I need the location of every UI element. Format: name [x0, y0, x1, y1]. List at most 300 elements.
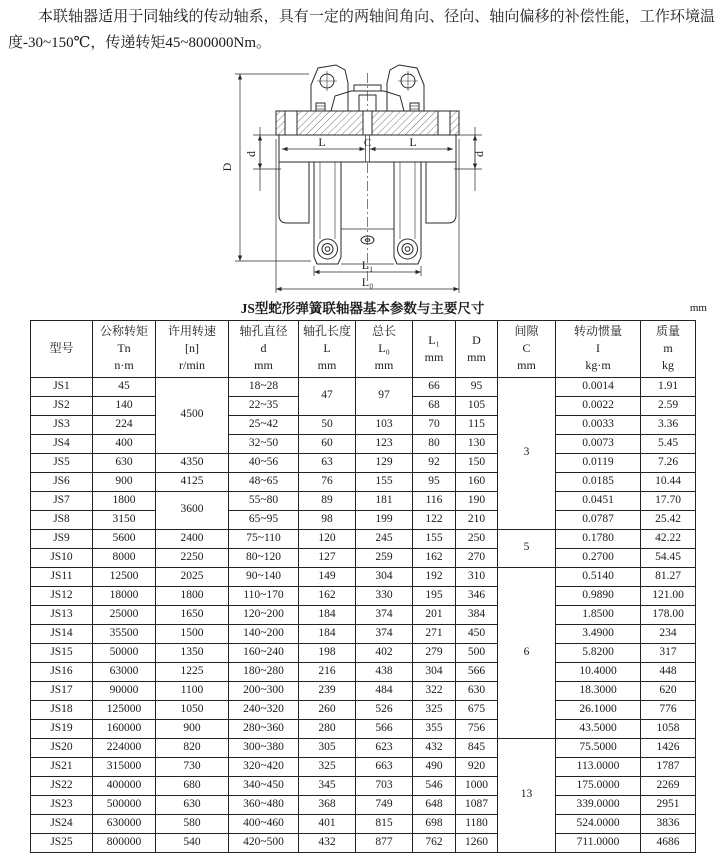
table-cell: 1.8500	[556, 605, 641, 624]
table-cell: 200~300	[229, 681, 299, 700]
table-cell: 97	[356, 377, 413, 415]
table-cell: 4350	[156, 453, 229, 472]
column-header	[498, 320, 556, 377]
document-page	[0, 5, 725, 857]
table-cell: 1.91	[641, 377, 696, 396]
table-cell: 630	[156, 795, 229, 814]
table-cell: 89	[299, 491, 356, 510]
table-cell: 500	[456, 643, 498, 662]
table-cell: 1058	[641, 719, 696, 738]
table-cell: 18.3000	[556, 681, 641, 700]
column-header-line: kg·m	[585, 357, 611, 372]
table-cell: 160000	[93, 719, 156, 738]
table-cell: JS11	[31, 567, 93, 586]
coupling-drawing-svg	[219, 59, 519, 297]
table-cell: 0.0451	[556, 491, 641, 510]
table-cell: 920	[456, 757, 498, 776]
table-cell: 339.0000	[556, 795, 641, 814]
table-cell: 762	[413, 833, 456, 852]
column-header-line: L₀	[378, 341, 390, 356]
table-cell: 95	[413, 472, 456, 491]
table-cell: JS8	[31, 510, 93, 529]
table-cell: 310	[456, 567, 498, 586]
table-cell: 115	[456, 415, 498, 434]
table-cell: 448	[641, 662, 696, 681]
column-header-line: mm	[254, 357, 273, 372]
table-cell: 711.0000	[556, 833, 641, 852]
coupling-drawing	[219, 59, 519, 297]
table-cell: JS4	[31, 434, 93, 453]
table-cell: 355	[413, 719, 456, 738]
dim-label-d-left: d	[244, 150, 258, 157]
table-cell: 210	[456, 510, 498, 529]
table-cell: 270	[456, 548, 498, 567]
table-cell: 0.5140	[556, 567, 641, 586]
table-cell: JS1	[31, 377, 93, 396]
table-cell: 224	[93, 415, 156, 434]
table-cell: 877	[356, 833, 413, 852]
table-row	[31, 624, 696, 643]
table-cell: 0.0033	[556, 415, 641, 434]
dim-label-L-left: L	[318, 134, 326, 149]
table-cell: 0.0014	[556, 377, 641, 396]
table-cell: JS17	[31, 681, 93, 700]
table-row	[31, 434, 696, 453]
table-cell: 1800	[93, 491, 156, 510]
table-row	[31, 605, 696, 624]
table-cell: 0.2700	[556, 548, 641, 567]
table-cell: 524.0000	[556, 814, 641, 833]
table-cell: 820	[156, 738, 229, 757]
table-cell: 703	[356, 776, 413, 795]
table-cell: 5	[498, 529, 556, 567]
column-header-line: 公称转矩	[99, 324, 148, 339]
table-cell: 120~200	[229, 605, 299, 624]
table-row	[31, 757, 696, 776]
table-cell: 566	[456, 662, 498, 681]
table-cell: 384	[456, 605, 498, 624]
table-cell: 95	[456, 377, 498, 396]
column-header-line: [n]	[185, 341, 199, 356]
table-title: JS型蛇形弹簧联轴器基本参数与主要尺寸	[240, 300, 485, 316]
table-cell: 245	[356, 529, 413, 548]
dim-label-L0: L₀	[361, 274, 374, 289]
table-cell: 175.0000	[556, 776, 641, 795]
table-cell: 3.4900	[556, 624, 641, 643]
table-cell: 90~140	[229, 567, 299, 586]
table-cell: JS7	[31, 491, 93, 510]
column-header-line: 型号	[49, 341, 74, 356]
table-cell: 304	[356, 567, 413, 586]
table-cell: 129	[356, 453, 413, 472]
table-cell: 800000	[93, 833, 156, 852]
table-cell: 0.0022	[556, 396, 641, 415]
table-cell: 1787	[641, 757, 696, 776]
table-cell: 1650	[156, 605, 229, 624]
table-cell: 271	[413, 624, 456, 643]
table-cell: 540	[156, 833, 229, 852]
table-cell: 25~42	[229, 415, 299, 434]
table-cell: 198	[299, 643, 356, 662]
table-cell: 2951	[641, 795, 696, 814]
table-row	[31, 719, 696, 738]
table-cell: 10.4000	[556, 662, 641, 681]
table-cell: JS6	[31, 472, 93, 491]
table-cell: 103	[356, 415, 413, 434]
dim-label-d-right: d	[472, 150, 486, 157]
column-header	[156, 320, 229, 377]
table-cell: 0.0185	[556, 472, 641, 491]
table-cell: 1426	[641, 738, 696, 757]
table-cell: 184	[299, 605, 356, 624]
table-cell: 1050	[156, 700, 229, 719]
column-header	[456, 320, 498, 377]
table-row	[31, 795, 696, 814]
table-cell: JS14	[31, 624, 93, 643]
table-cell: 5.8200	[556, 643, 641, 662]
dim-label-C: C	[363, 136, 372, 149]
table-cell: 10.44	[641, 472, 696, 491]
table-cell: 401	[299, 814, 356, 833]
table-cell: 4500	[156, 377, 229, 453]
table-cell: JS18	[31, 700, 93, 719]
column-header-line: mm	[374, 357, 394, 372]
column-header-line: 轴孔长度	[302, 324, 351, 339]
table-cell: 305	[299, 738, 356, 757]
table-cell: 648	[413, 795, 456, 814]
table-cell: 368	[299, 795, 356, 814]
table-cell: 776	[641, 700, 696, 719]
table-cell: 50000	[93, 643, 156, 662]
table-cell: 17.70	[641, 491, 696, 510]
table-cell: 25.42	[641, 510, 696, 529]
table-cell: 630	[93, 453, 156, 472]
column-header-line: mm	[424, 349, 444, 364]
table-cell: 279	[413, 643, 456, 662]
table-cell: 815	[356, 814, 413, 833]
table-cell: 756	[456, 719, 498, 738]
table-cell: 105	[456, 396, 498, 415]
column-header	[356, 320, 413, 377]
table-cell: 0.0787	[556, 510, 641, 529]
table-cell: 900	[156, 719, 229, 738]
table-cell: 1180	[456, 814, 498, 833]
table-cell: 12500	[93, 567, 156, 586]
table-cell: 730	[156, 757, 229, 776]
table-cell: JS20	[31, 738, 93, 757]
column-header-line: Tn	[117, 341, 131, 356]
table-cell: JS10	[31, 548, 93, 567]
table-cell: 4686	[641, 833, 696, 852]
table-cell: 140~200	[229, 624, 299, 643]
table-cell: 2.59	[641, 396, 696, 415]
column-header-line: m	[663, 341, 673, 356]
table-cell: 216	[299, 662, 356, 681]
table-cell: 48~65	[229, 472, 299, 491]
table-cell: 113.0000	[556, 757, 641, 776]
column-header-line: 总长	[371, 324, 396, 339]
table-cell: 3.36	[641, 415, 696, 434]
table-cell: 125000	[93, 700, 156, 719]
table-cell: 7.26	[641, 453, 696, 472]
table-cell: 199	[356, 510, 413, 529]
table-cell: JS21	[31, 757, 93, 776]
table-cell: 346	[456, 586, 498, 605]
table-cell: 22~35	[229, 396, 299, 415]
table-cell: 315000	[93, 757, 156, 776]
table-cell: 70	[413, 415, 456, 434]
table-cell: 155	[356, 472, 413, 491]
table-cell: 123	[356, 434, 413, 453]
table-cell: 259	[356, 548, 413, 567]
table-cell: 400000	[93, 776, 156, 795]
table-cell: 65~95	[229, 510, 299, 529]
table-cell: 76	[299, 472, 356, 491]
table-cell: JS12	[31, 586, 93, 605]
column-header	[93, 320, 156, 377]
table-cell: 438	[356, 662, 413, 681]
table-cell: 432	[299, 833, 356, 852]
table-cell: 340~450	[229, 776, 299, 795]
table-row	[31, 643, 696, 662]
table-cell: 180~280	[229, 662, 299, 681]
table-cell: 121.00	[641, 586, 696, 605]
table-cell: 224000	[93, 738, 156, 757]
spec-table-head	[31, 320, 696, 377]
table-cell: 239	[299, 681, 356, 700]
table-cell: JS9	[31, 529, 93, 548]
table-cell: 195	[413, 586, 456, 605]
column-header	[641, 320, 696, 377]
table-cell: 63000	[93, 662, 156, 681]
table-cell: 420~500	[229, 833, 299, 852]
table-cell: 75.5000	[556, 738, 641, 757]
table-row	[31, 453, 696, 472]
table-cell: 50	[299, 415, 356, 434]
table-cell: 43.5000	[556, 719, 641, 738]
table-cell: 250	[456, 529, 498, 548]
table-cell: 1000	[456, 776, 498, 795]
table-cell: JS22	[31, 776, 93, 795]
table-cell: 526	[356, 700, 413, 719]
column-header-line: 转动惯量	[573, 324, 622, 339]
table-cell: 680	[156, 776, 229, 795]
table-cell: 5.45	[641, 434, 696, 453]
table-unit-label: mm	[689, 301, 707, 314]
table-cell: 580	[156, 814, 229, 833]
table-cell: 26.1000	[556, 700, 641, 719]
table-cell: 130	[456, 434, 498, 453]
table-cell: 2400	[156, 529, 229, 548]
table-cell: 120	[299, 529, 356, 548]
table-title-row	[0, 300, 725, 317]
table-cell: 63	[299, 453, 356, 472]
table-cell: 122	[413, 510, 456, 529]
table-row	[31, 814, 696, 833]
table-cell: 630	[456, 681, 498, 700]
table-cell: 68	[413, 396, 456, 415]
column-header-line: kg	[662, 357, 674, 372]
table-cell: 1100	[156, 681, 229, 700]
table-cell: 374	[356, 605, 413, 624]
table-cell: 54.45	[641, 548, 696, 567]
table-cell: 181	[356, 491, 413, 510]
table-cell: 0.0073	[556, 434, 641, 453]
table-cell: 110~170	[229, 586, 299, 605]
table-cell: 900	[93, 472, 156, 491]
table-cell: 1800	[156, 586, 229, 605]
table-row	[31, 681, 696, 700]
table-cell: 400~460	[229, 814, 299, 833]
table-cell: 402	[356, 643, 413, 662]
table-cell: 45	[93, 377, 156, 396]
table-cell: 280	[299, 719, 356, 738]
table-cell: 18~28	[229, 377, 299, 396]
table-cell: 500000	[93, 795, 156, 814]
table-cell: 80~120	[229, 548, 299, 567]
table-cell: JS24	[31, 814, 93, 833]
table-row	[31, 529, 696, 548]
table-cell: 432	[413, 738, 456, 757]
table-cell: 92	[413, 453, 456, 472]
table-cell: JS19	[31, 719, 93, 738]
table-cell: 620	[641, 681, 696, 700]
table-cell: 325	[299, 757, 356, 776]
table-cell: 190	[456, 491, 498, 510]
table-cell: JS23	[31, 795, 93, 814]
column-header-line: D	[472, 332, 481, 347]
table-cell: 330	[356, 586, 413, 605]
table-cell: 81.27	[641, 567, 696, 586]
table-cell: JS25	[31, 833, 93, 852]
dim-label-L-right: L	[409, 134, 417, 149]
spec-table	[30, 320, 696, 853]
header-row	[31, 320, 696, 377]
table-cell: 178.00	[641, 605, 696, 624]
column-header-line: I	[596, 341, 600, 356]
table-cell: JS5	[31, 453, 93, 472]
table-cell: 0.0119	[556, 453, 641, 472]
table-cell: 35500	[93, 624, 156, 643]
table-cell: 162	[299, 586, 356, 605]
column-header	[31, 320, 93, 377]
table-cell: 1500	[156, 624, 229, 643]
table-cell: 192	[413, 567, 456, 586]
table-cell: 3150	[93, 510, 156, 529]
table-cell: 160	[456, 472, 498, 491]
column-header-line: r/min	[179, 357, 205, 372]
table-row	[31, 833, 696, 852]
table-cell: 66	[413, 377, 456, 396]
column-header-line: L₁	[428, 332, 440, 347]
column-header-line: 质量	[655, 324, 680, 339]
column-header-line: 间隙	[514, 324, 539, 339]
table-cell: 1087	[456, 795, 498, 814]
table-cell: JS15	[31, 643, 93, 662]
table-cell: 47	[299, 377, 356, 415]
table-cell: 240~320	[229, 700, 299, 719]
table-cell: 8000	[93, 548, 156, 567]
table-cell: 484	[356, 681, 413, 700]
table-cell: 127	[299, 548, 356, 567]
table-cell: 18000	[93, 586, 156, 605]
table-row	[31, 491, 696, 510]
table-row	[31, 415, 696, 434]
table-cell: 25000	[93, 605, 156, 624]
table-cell: 630000	[93, 814, 156, 833]
spec-table-body	[31, 377, 696, 852]
table-cell: 4125	[156, 472, 229, 491]
table-cell: 320~420	[229, 757, 299, 776]
column-header	[299, 320, 356, 377]
table-cell: 6	[498, 567, 556, 738]
table-cell: 749	[356, 795, 413, 814]
table-cell: 90000	[93, 681, 156, 700]
table-row	[31, 567, 696, 586]
column-header-line: mm	[317, 357, 337, 372]
column-header-line: 轴孔直径	[239, 324, 288, 339]
table-row	[31, 776, 696, 795]
table-cell: 450	[456, 624, 498, 643]
table-row	[31, 548, 696, 567]
table-cell: 1260	[456, 833, 498, 852]
table-cell: 3	[498, 377, 556, 529]
table-row	[31, 377, 696, 396]
table-cell: 566	[356, 719, 413, 738]
table-cell: 13	[498, 738, 556, 852]
table-cell: 42.22	[641, 529, 696, 548]
table-row	[31, 510, 696, 529]
table-cell: 80	[413, 434, 456, 453]
table-cell: 60	[299, 434, 356, 453]
table-cell: 623	[356, 738, 413, 757]
column-header	[556, 320, 641, 377]
table-row	[31, 738, 696, 757]
table-cell: 184	[299, 624, 356, 643]
table-cell: 0.9890	[556, 586, 641, 605]
table-cell: 1225	[156, 662, 229, 681]
table-cell: 374	[356, 624, 413, 643]
table-cell: JS2	[31, 396, 93, 415]
table-cell: 150	[456, 453, 498, 472]
table-cell: 3836	[641, 814, 696, 833]
table-cell: 149	[299, 567, 356, 586]
column-header-line: mm	[517, 357, 536, 372]
table-cell: 160~240	[229, 643, 299, 662]
column-header-line: mm	[467, 349, 486, 364]
table-cell: 845	[456, 738, 498, 757]
table-cell: 2269	[641, 776, 696, 795]
table-cell: 2025	[156, 567, 229, 586]
dim-label-D: D	[220, 162, 234, 171]
table-cell: 300~380	[229, 738, 299, 757]
table-cell: JS3	[31, 415, 93, 434]
table-cell: 317	[641, 643, 696, 662]
table-cell: 675	[456, 700, 498, 719]
intro-paragraph: 本联轴器适用于同轴线的传动轴系，具有一定的两轴间角向、径向、轴向偏移的补偿性能，工作环境温度-30~150℃，传递转矩45~800000Nm。	[8, 9, 715, 51]
table-cell: 140	[93, 396, 156, 415]
table-cell: 98	[299, 510, 356, 529]
table-row	[31, 472, 696, 491]
column-header-line: 许用转速	[167, 324, 216, 339]
column-header-line: C	[522, 341, 531, 356]
table-cell: 260	[299, 700, 356, 719]
table-cell: 32~50	[229, 434, 299, 453]
table-cell: JS16	[31, 662, 93, 681]
table-cell: 40~56	[229, 453, 299, 472]
table-row	[31, 700, 696, 719]
column-header	[229, 320, 299, 377]
